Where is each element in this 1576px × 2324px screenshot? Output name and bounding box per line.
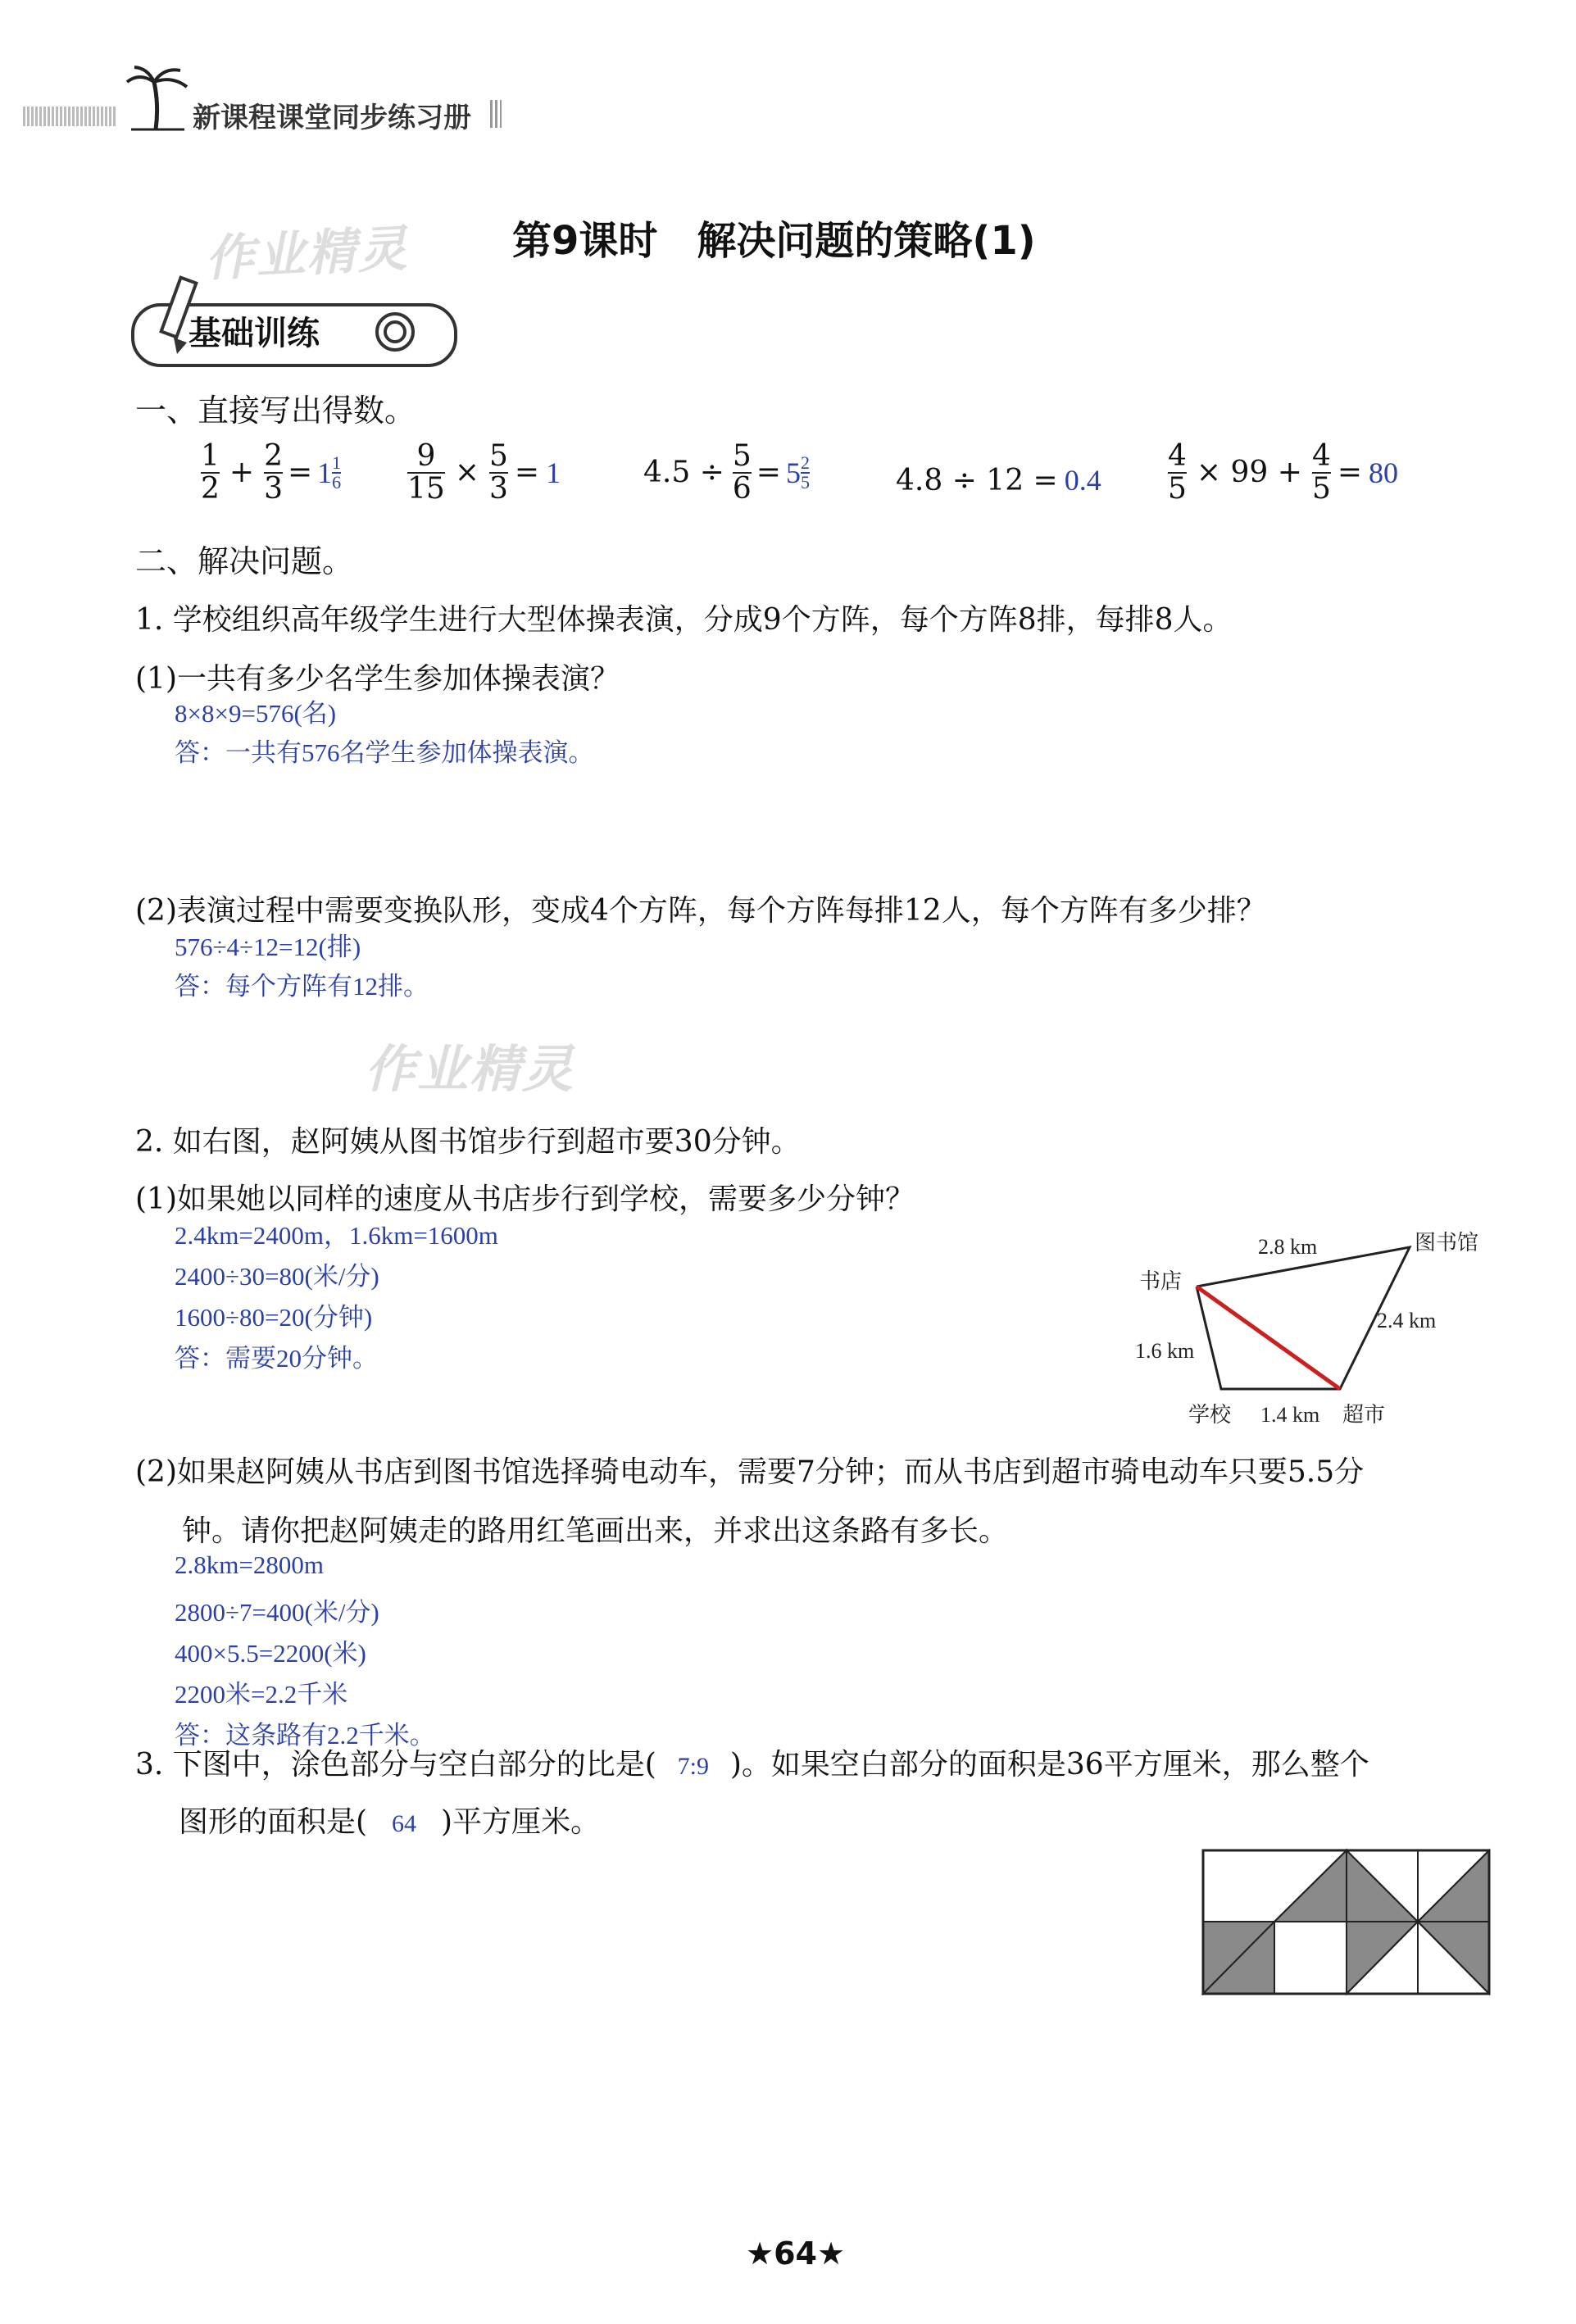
label-supermarket: 超市 — [1342, 1403, 1386, 1428]
question-3-line-2: 图形的面积是( 64 )平方厘米。 — [179, 1805, 601, 1839]
label-library: 图书馆 — [1415, 1231, 1479, 1255]
answer-line: 答：一共有576名学生参加体操表演。 — [175, 738, 594, 767]
question-1-part-2: (2)表演过程中需要变换队形，变成4个方阵，每个方阵每排12人，每个方阵有多少排？ — [135, 894, 1266, 928]
answer-fraction: $\frac{1}{6}$ — [332, 452, 342, 492]
target-icon — [373, 310, 418, 355]
work-line: 400×5.5=2200(米) — [175, 1639, 366, 1668]
work-line: 2.8km=2800m — [175, 1550, 324, 1579]
answer-line: 答：这条路有2.2千米。 — [175, 1721, 435, 1750]
calc-item-1: $\frac{1}{2}$ + $\frac{2}{3}$ = 1 $\frac{1}{6}$ — [201, 439, 342, 506]
work-line: 576÷4÷12=12(排) — [175, 933, 361, 961]
work-line: 1600÷80=20(分钟) — [175, 1303, 373, 1332]
label-bookstore: 书店 — [1139, 1269, 1183, 1294]
calc-item-2: $\frac{9}{15}$ × $\frac{5}{3}$ = 1 — [407, 439, 561, 506]
calc-item-3: 4.5 ÷ $\frac{5}{6}$ = 5 $\frac{2}{5}$ — [643, 439, 810, 506]
section-heading: 二、解决问题。 — [135, 543, 354, 579]
distance-school-supermarket: 1.4 km — [1260, 1403, 1320, 1427]
label-school: 学校 — [1188, 1403, 1232, 1428]
question-2-stem: 2. 如右图，赵阿姨从图书馆步行到超市要30分钟。 — [135, 1125, 801, 1159]
answer: 80 — [1369, 456, 1399, 489]
area-answer: 64 — [392, 1810, 417, 1837]
work-line: 8×8×9=576(名) — [175, 699, 337, 728]
question-2-part-2-line-1: (2)如果赵阿姨从书店到图书馆选择骑电动车，需要7分钟；而从书店到超市骑电动车只要5.5分 — [135, 1455, 1365, 1489]
question-1-stem: 1. 学校组织高年级学生进行大型体操表演，分成9个方阵，每个方阵8排，每排8人。 — [135, 603, 1233, 637]
ratio-answer: 7:9 — [677, 1753, 710, 1780]
answer: 1 — [546, 456, 561, 489]
calc-item-4: 4.8 ÷ 12 = 0.4 — [896, 463, 1101, 497]
page-number: ★64★ — [746, 2235, 846, 2272]
question-2-part-2-line-2: 钟。请你把赵阿姨走的路用红笔画出来，并求出这条路有多长。 — [182, 1514, 1009, 1548]
distance-bookstore-school: 1.6 km — [1135, 1339, 1195, 1363]
answer-fraction: $\frac{2}{5}$ — [800, 452, 810, 492]
question-3-line-1: 3. 下图中，涂色部分与空白部分的比是( 7:9 )。如果空白部分的面积是36平方厘米，那么整个 — [135, 1748, 1369, 1782]
answer: 5 — [785, 456, 801, 489]
palm-tree-icon — [123, 64, 193, 134]
answer-line: 答：每个方阵有12排。 — [175, 972, 429, 1001]
work-line: 2800÷7=400(米/分) — [175, 1598, 379, 1627]
distance-library-supermarket: 2.4 km — [1377, 1309, 1437, 1332]
section-heading: 一、直接写出得数。 — [135, 393, 416, 429]
watermark: 作业精灵 — [365, 1039, 575, 1099]
answer: 1 — [317, 456, 333, 489]
header-stripe — [23, 107, 117, 126]
work-line: 2200米=2.2千米 — [175, 1680, 348, 1709]
series-title: 新课程课堂同步练习册 — [193, 102, 471, 134]
calc-item-5: $\frac{4}{5}$ × 99 + $\frac{4}{5}$ = 80 — [1168, 439, 1399, 506]
header-bars — [490, 100, 502, 128]
route-map — [1131, 1221, 1508, 1434]
answer-line: 答：需要20分钟。 — [175, 1344, 378, 1373]
distance-bookstore-library: 2.8 km — [1258, 1235, 1318, 1259]
work-line: 2400÷30=80(米/分) — [175, 1262, 379, 1291]
badge-label: 基础训练 — [188, 315, 320, 352]
question-2-part-1: (1)如果她以同样的速度从书店步行到学校，需要多少分钟？ — [135, 1182, 915, 1216]
watermark: 作业精灵 — [203, 220, 410, 288]
answer: 0.4 — [1064, 464, 1101, 497]
question-1-part-1: (1)一共有多少名学生参加体操表演？ — [135, 662, 620, 696]
shaded-figure — [1201, 1848, 1496, 1999]
work-line: 2.4km=2400m，1.6km=1600m — [175, 1221, 498, 1250]
lesson-title: 第9课时 解决问题的策略(1) — [512, 218, 1036, 264]
